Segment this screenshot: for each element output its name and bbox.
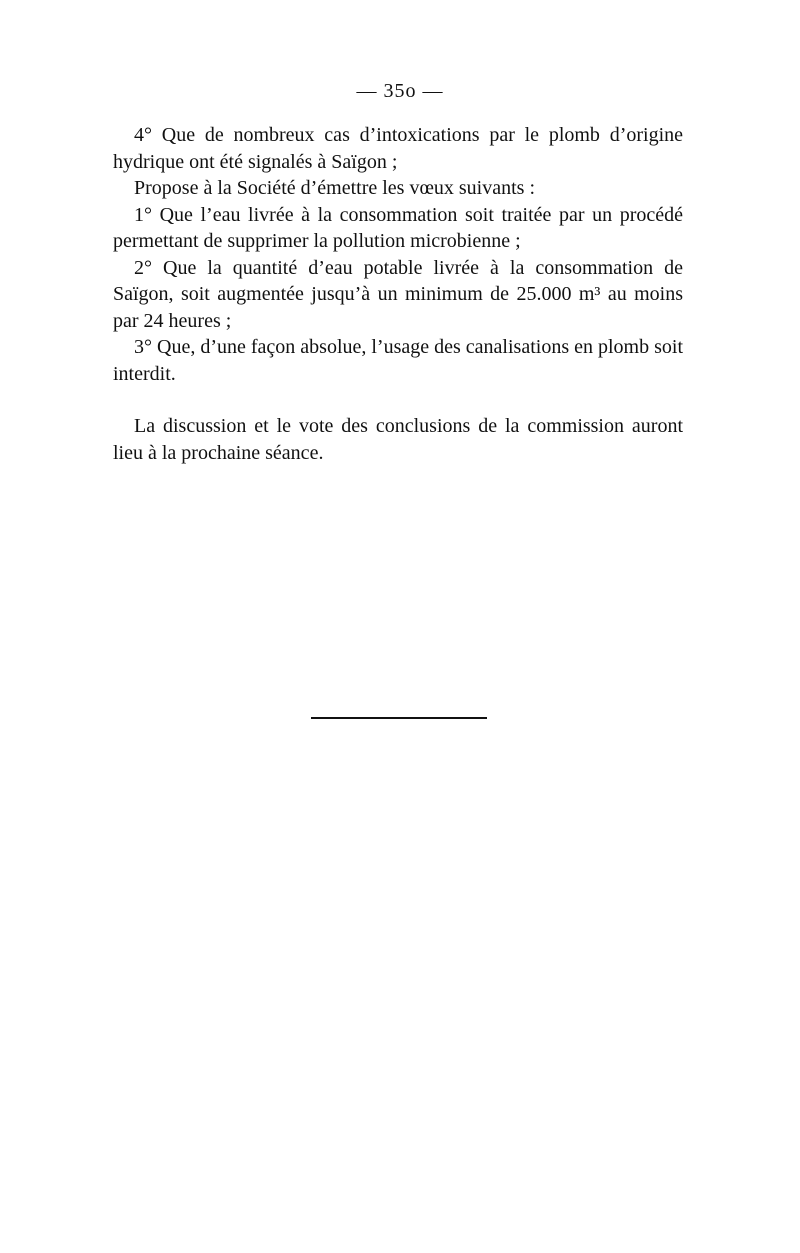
body-text [113,122,683,466]
paragraph-discussion: La discussion et le vote des conclusions de la commission auront lieu à la prochaine séance. [113,415,683,464]
section-divider [311,717,487,719]
paragraph-point-4: 4° Que de nombreux cas d’intoxications par le plomb d’origine hydrique ont été signalés à Saïgon ; [113,124,683,173]
paragraph-wish-1: 1° Que l’eau livrée à la consommation soit traitée par un procédé permettant de supprimer la pollution microbienne ; [113,203,683,252]
paragraph-proposal: Propose à la Société d’émettre les vœux suivants : [134,177,536,199]
page-number: — 35o — [356,80,444,102]
paragraph-spacer [113,387,683,413]
paragraph-wish-2: 2° Que la quantité d’eau potable livrée à la consommation de Saïgon, soit augmentée jusqu’à un minimum de 25.000 m³ au moins par 24 heures ; [113,256,683,332]
paragraph-wish-3: 3° Que, d’une façon absolue, l’usage des canalisations en plomb soit interdit. [113,336,683,385]
